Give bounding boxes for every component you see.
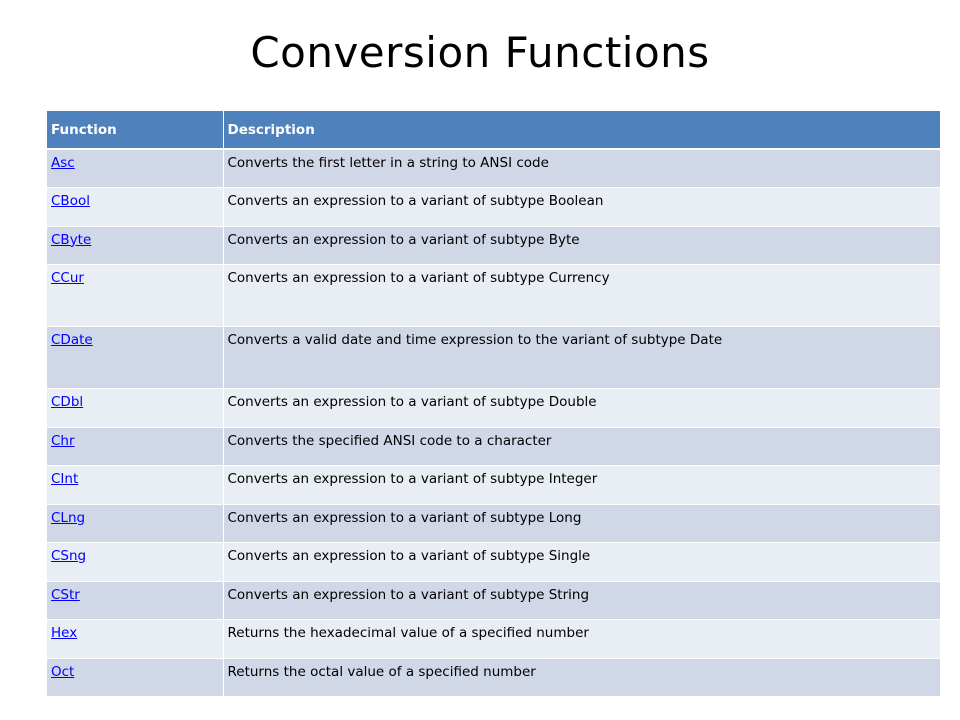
function-link[interactable]: CCur [51,269,84,286]
description-cell: Converts an expression to a variant of subtype Byte [223,226,940,264]
function-link[interactable]: CBool [51,192,90,209]
description-cell: Converts an expression to a variant of subtype Boolean [223,187,940,226]
function-cell [47,187,223,226]
description-cell: Converts an expression to a variant of subtype Integer [223,465,940,504]
table-row [47,226,940,264]
function-cell [47,658,223,696]
function-cell [47,149,223,187]
function-cell [47,465,223,504]
description-cell: Returns the octal value of a specified number [223,658,940,696]
function-cell [47,542,223,581]
column-header-function: Function [47,111,223,149]
function-link[interactable]: Hex [51,624,78,641]
function-link[interactable]: Asc [51,155,75,171]
description-cell: Converts the specified ANSI code to a character [223,427,940,465]
function-link[interactable]: CSng [51,547,87,564]
description-cell: Returns the hexadecimal value of a specified number [223,619,940,658]
conversion-functions-table [47,111,941,697]
table-row [47,326,940,388]
description-cell: Converts an expression to a variant of subtype Double [223,388,940,427]
function-link[interactable]: CDate [51,331,93,348]
table-row [47,658,940,696]
function-link[interactable]: CInt [51,470,79,487]
function-link[interactable]: CDbl [51,393,84,410]
function-cell [47,226,223,264]
function-cell [47,427,223,465]
function-cell [47,504,223,542]
description-cell: Converts an expression to a variant of subtype Long [223,504,940,542]
column-header-description: Description [223,111,940,149]
table-row [47,264,940,326]
description-cell: Converts an expression to a variant of subtype Currency [223,264,940,326]
table-row [47,465,940,504]
function-link[interactable]: CByte [51,231,92,248]
table-row [47,542,940,581]
table-header-row [47,111,940,149]
description-cell: Converts an expression to a variant of subtype String [223,581,940,619]
function-link[interactable]: Chr [51,432,75,449]
function-link[interactable]: Oct [51,663,75,680]
function-cell [47,619,223,658]
function-link[interactable]: CLng [51,509,86,526]
description-cell: Converts a valid date and time expression to the variant of subtype Date [223,326,940,388]
table-row [47,504,940,542]
function-cell [47,581,223,619]
table-row [47,388,940,427]
slide-title: Conversion Functions [250,28,710,77]
table-row [47,619,940,658]
table-row [47,149,940,187]
description-cell: Converts the first letter in a string to ANSI code [223,149,940,187]
function-cell [47,388,223,427]
function-cell [47,326,223,388]
table-row [47,187,940,226]
description-cell: Converts an expression to a variant of subtype Single [223,542,940,581]
function-cell [47,264,223,326]
function-link[interactable]: CStr [51,586,80,603]
table-row [47,581,940,619]
table-row [47,427,940,465]
